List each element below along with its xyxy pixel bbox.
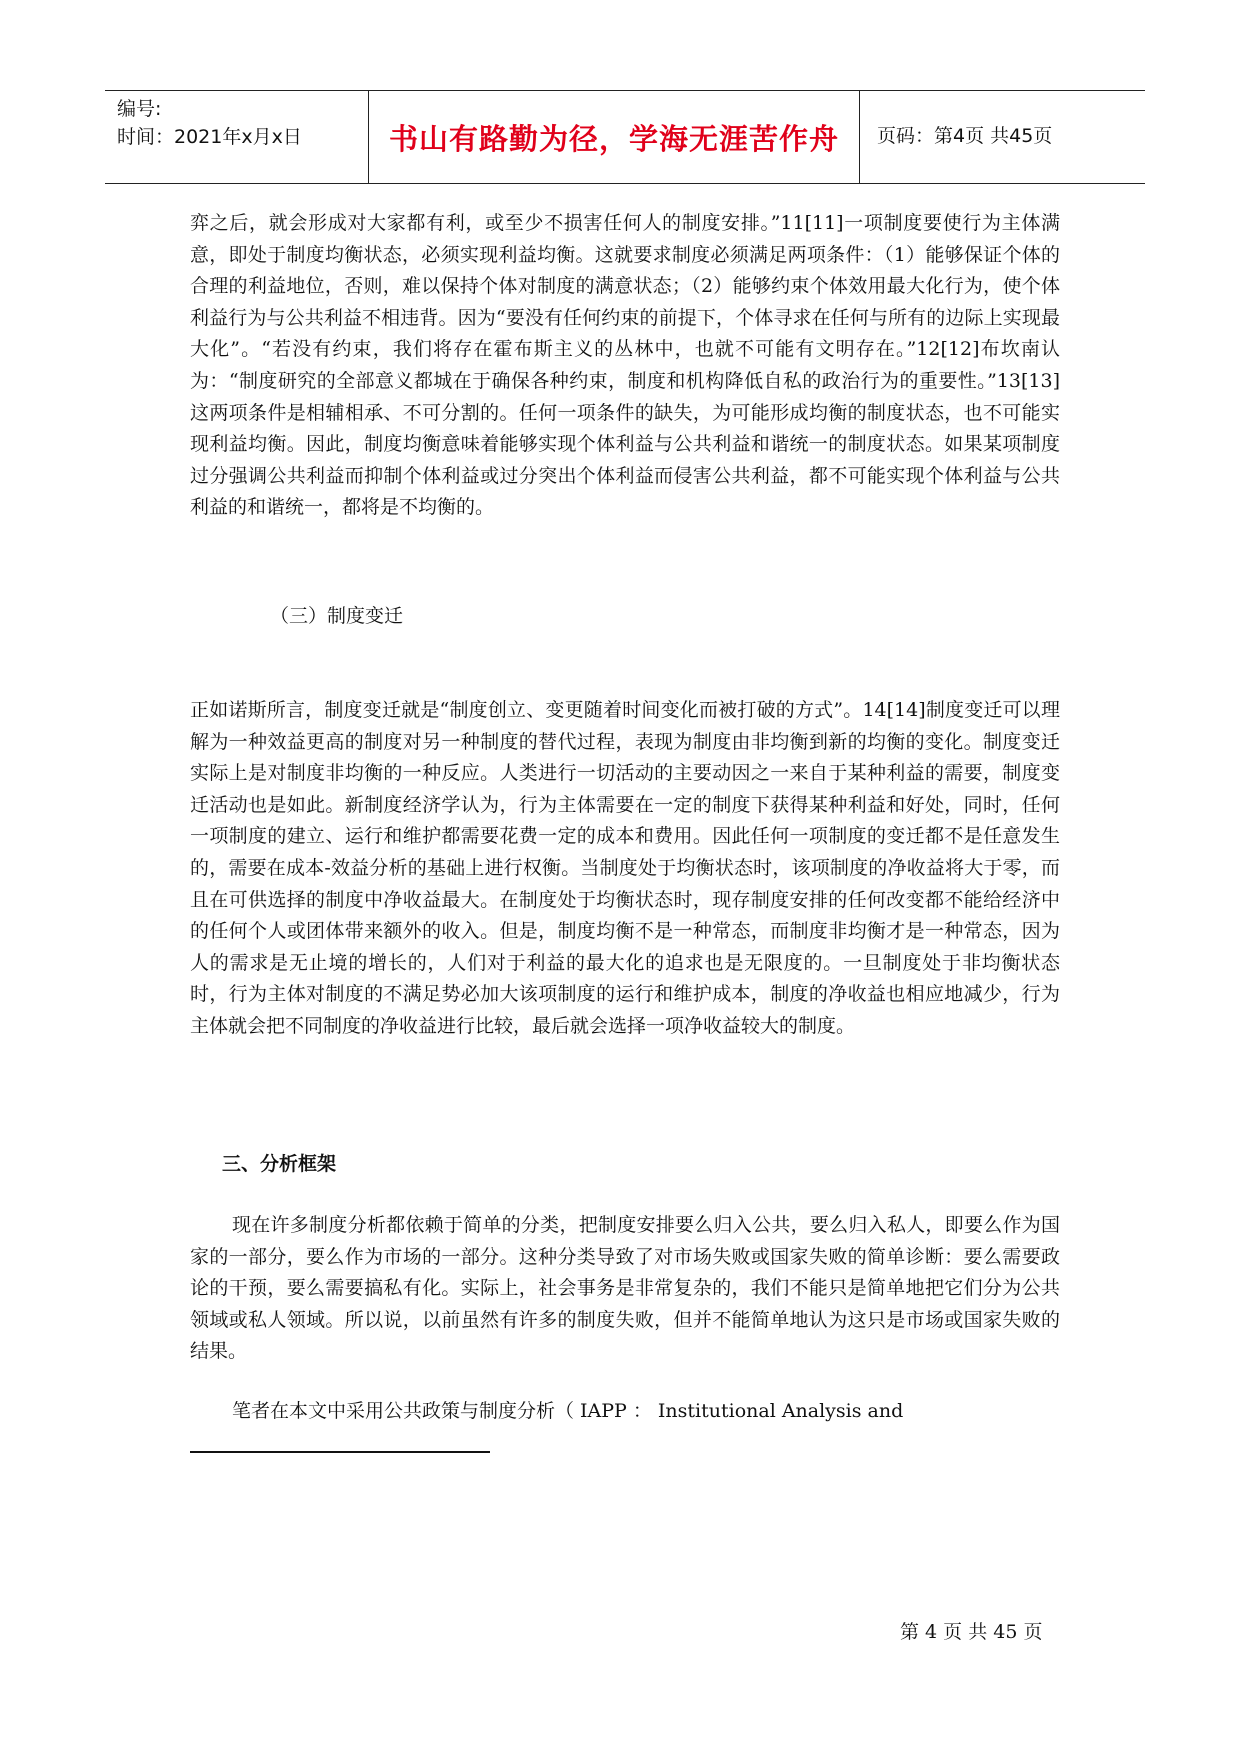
footnote-separator — [190, 1451, 490, 1453]
paragraph-institutional-change: 正如诺斯所言，制度变迁就是“制度创立、变更随着时间变化而被打破的方式”。14[14]制度变迁可以理解为一种效益更高的制度对另一种制度的替代过程，表现为制度由非均衡到新的均衡的变化。制度变迁实际上是对制度非均衡的一种反应。人类进行一切活动的主要动因之一来自于某种利益的需要，制度变迁活动也是如此。新制度经济学认为，行为主体需要在一定的制度下获得某种利益和好处，同时，任何一项制度的建立、运行和维护都需要花费一定的成本和费用。因此任何一项制度的变迁都不是任意发生的，需要在成本-效益分析的基础上进行权衡。当制度处于均衡状态时，该项制度的净收益将大于零，而且在可供选择的制度中净收益最大。在制度处于均衡状态时，现存制度安排的任何改变都不能给经济中的任何个人或团体带来额外的收入。但是，制度均衡不是一种常态，而制度非均衡才是一种常态，因为人的需求是无止境的增长的，人们对于利益的最大化的追求也是无限度的。一旦制度处于非均衡状态时，行为主体对制度的不满足势必加大该项制度的运行和维护成本，制度的净收益也相应地减少，行为主体就会把不同制度的净收益进行比较，最后就会选择一项净收益较大的制度。 — [190, 699, 1060, 1037]
header-motto: 书山有路勤为径，学海无涯苦作舟 — [388, 121, 839, 156]
paragraph-classification: 现在许多制度分析都依赖于简单的分类，把制度安排要么归入公共，要么归入私人，即要么作为国家的一部分，要么作为市场的一部分。这种分类导致了对市场失败或国家失败的简单诊断：要么需要政论的干预，要么需要搞私有化。实际上，社会事务是非常复杂的，我们不能只是简单地把它们分为公共领域或私人领域。所以说，以前虽然有许多的制度失败，但并不能简单地认为这只是市场或国家失败的结果。 — [190, 1214, 1060, 1363]
page-header — [105, 90, 1145, 184]
paragraph-iapp-intro: 笔者在本文中采用公共政策与制度分析（ IAPP ： Institutional Analysis and — [232, 1400, 904, 1422]
paragraph-institutional-equilibrium: 弈之后，就会形成对大家都有利，或至少不损害任何人的制度安排。”11[11]一项制度要使行为主体满意，即处于制度均衡状态，必须实现利益均衡。这就要求制度必须满足两项条件：（1）能够保证个体的合理的利益地位，否则，难以保持个体对制度的满意状态；（2）能够约束个体效用最大化行为，使个体利益行为与公共利益不相违背。因为“要没有任何约束的前提下，个体寻求在任何与所有的边际上实现最大化”。“若没有约束，我们将存在霍布斯主义的丛林中，也就不可能有文明存在。”12[12]布坎南认为：“制度研究的全部意义都城在于确保各种约束，制度和机构降低自私的政治行为的重要性。”13[13]这两项条件是相辅相承、不可分割的。任何一项条件的缺失，为可能形成均衡的制度状态，也不可能实现利益均衡。因此，制度均衡意味着能够实现个体利益与公共利益和谐统一的制度状态。如果某项制度过分强调公共利益而抑制个体利益或过分突出个体利益而侵害公共利益，都不可能实现个体利益与公共利益的和谐统一，都将是不均衡的。 — [190, 212, 1060, 519]
page-footer: 第 4 页 共 45 页 — [900, 1621, 1043, 1643]
header-left-block — [117, 95, 367, 151]
subheading-institutional-change: （三）制度变迁 — [270, 605, 404, 627]
document-number-label: 编号: — [117, 98, 162, 120]
section-heading-analysis-framework: 三、分析框架 — [222, 1153, 337, 1175]
document-time-label: 时间：2021年x月x日 — [117, 126, 302, 148]
header-divider — [859, 91, 860, 183]
header-page-code: 页码：第4页 共45页 — [877, 125, 1053, 147]
